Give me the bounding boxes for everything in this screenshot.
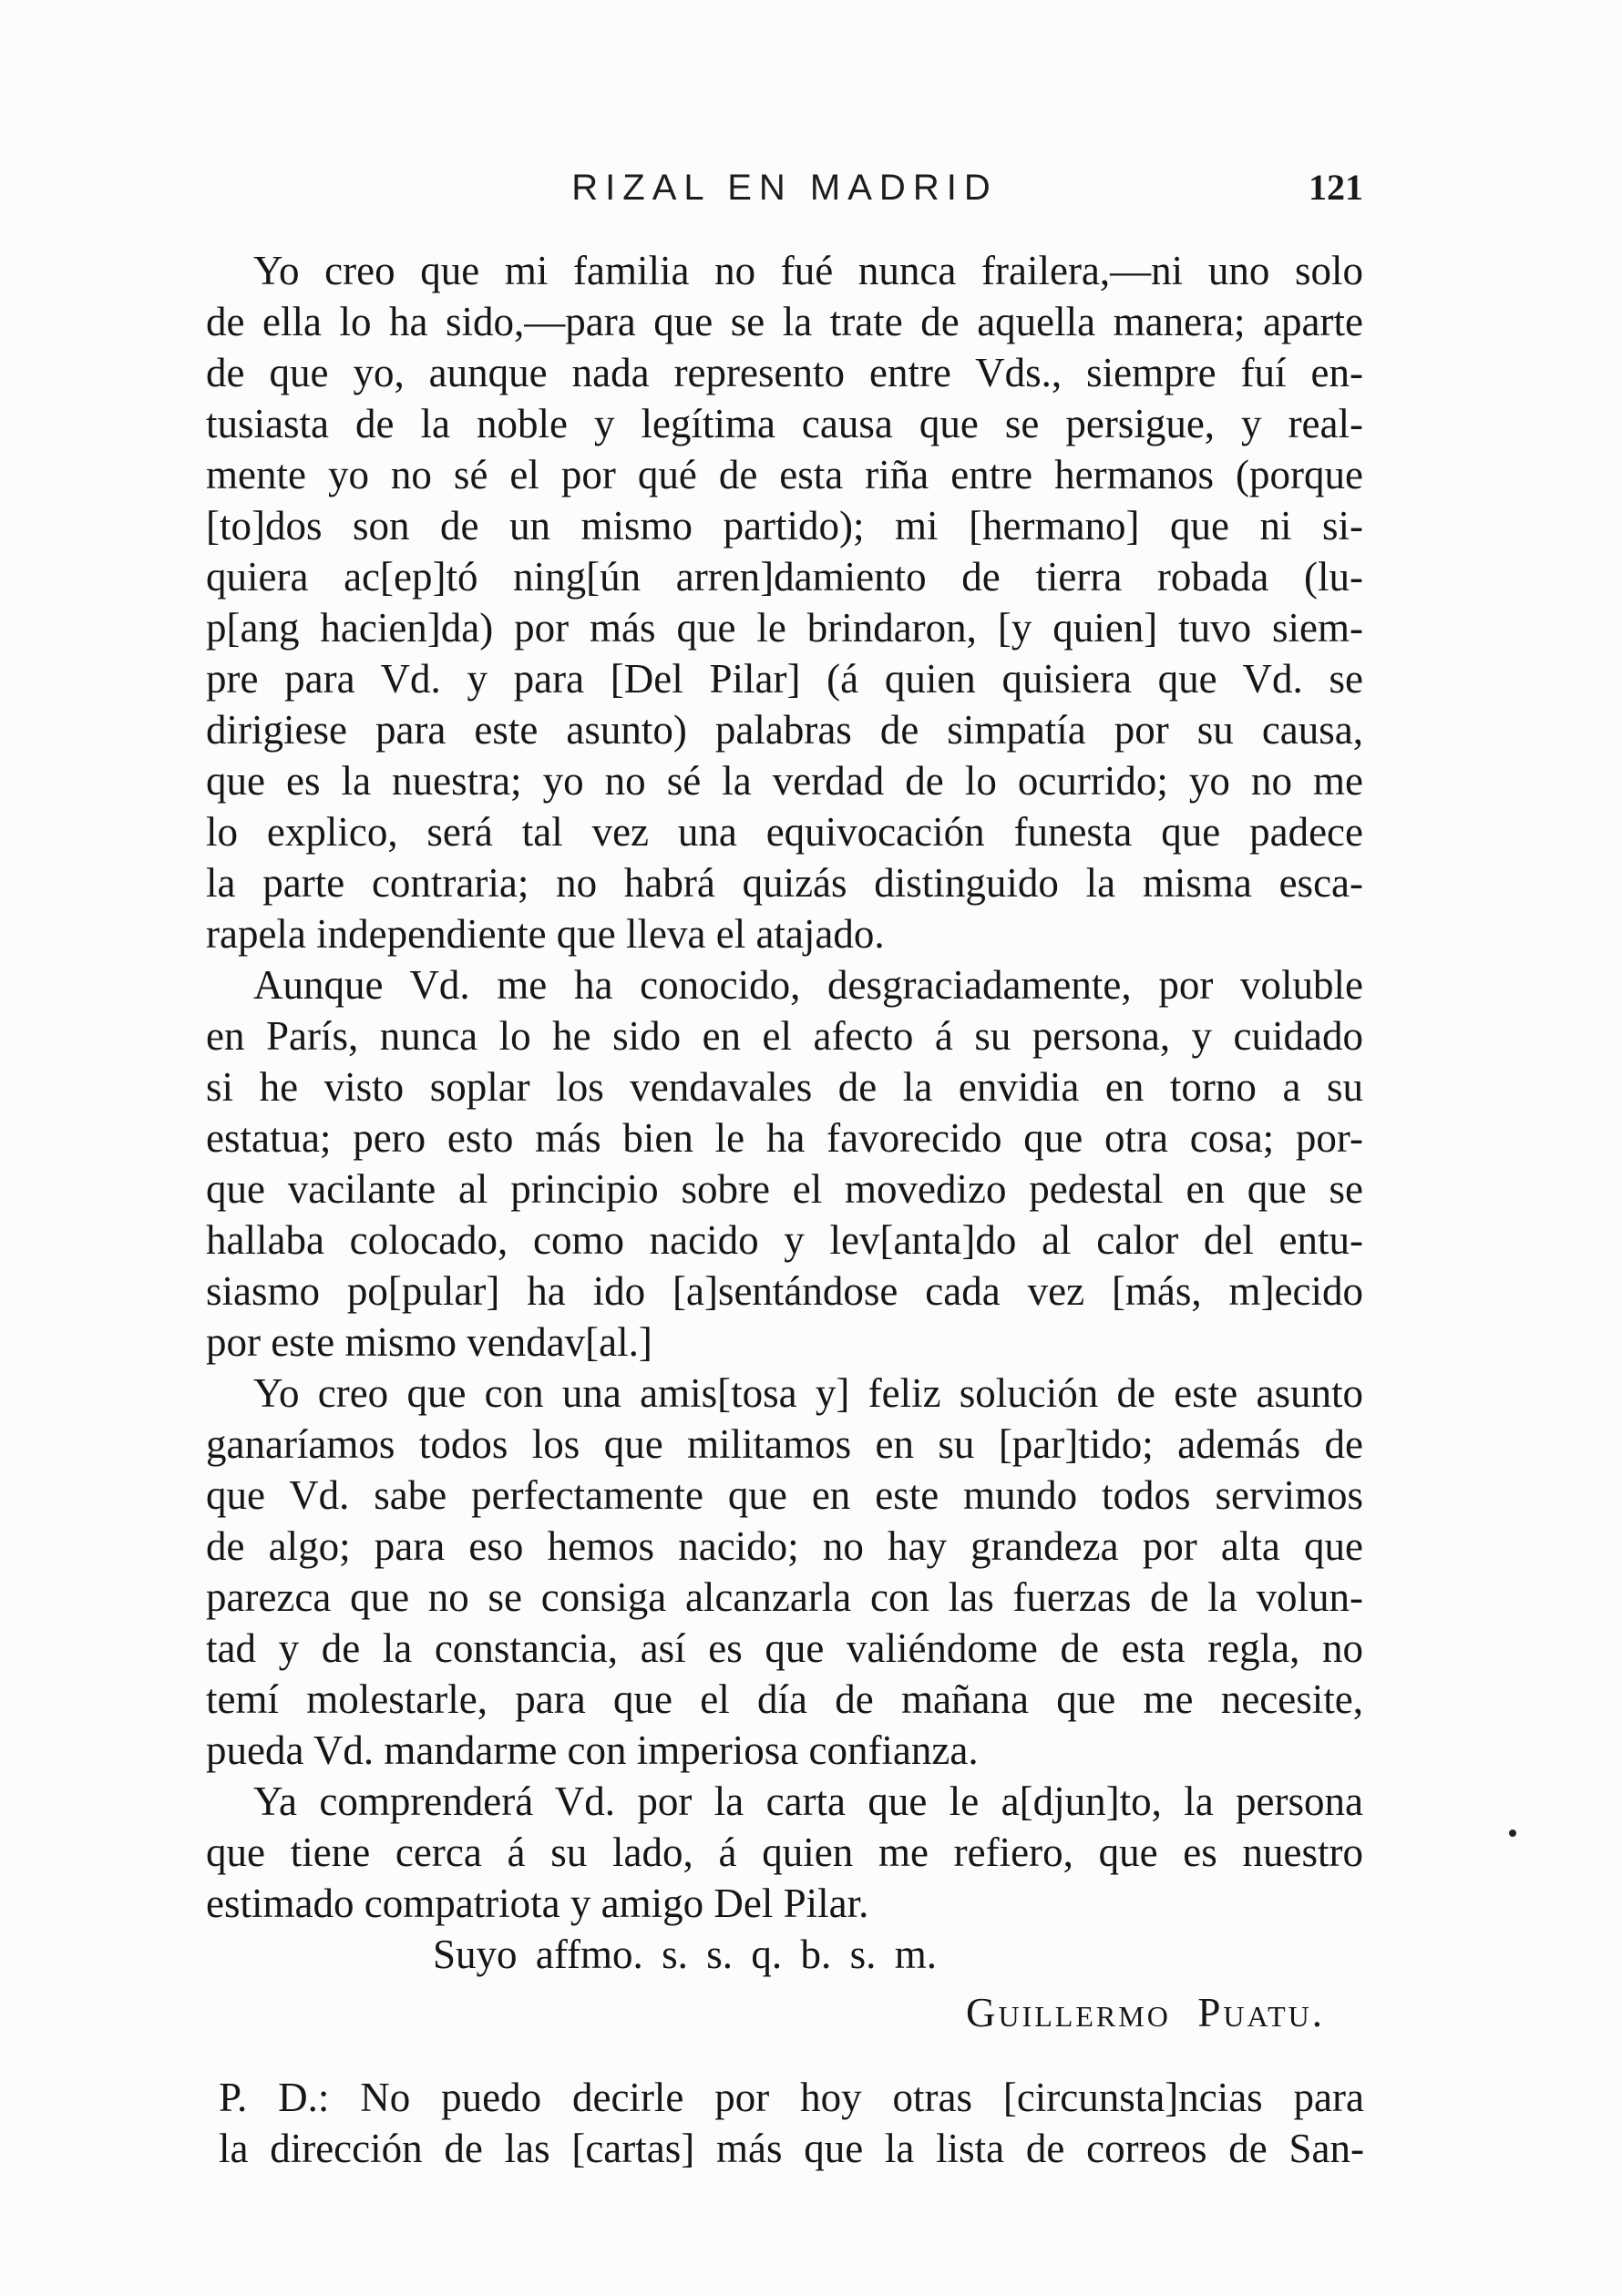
letter-paragraph	[206, 1368, 1363, 1776]
text-line: que Vd. sabe perfectamente que en este mundo todos servimos	[206, 1472, 1363, 1518]
text-line: dirigiese para este asunto) palabras de simpatía por su causa,	[206, 707, 1363, 753]
text-line: que es la nuestra; yo no sé la verdad de lo ocurrido; yo no me	[206, 758, 1363, 804]
text-line: que vacilante al principio sobre el movedizo pedestal en que se	[206, 1166, 1363, 1212]
letter-body	[206, 245, 1363, 2038]
text-line: [to]dos son de un mismo partido); mi [hermano] que ni si-	[206, 503, 1363, 548]
text-line: si he visto soplar los vendavales de la envidia en torno a su	[206, 1064, 1363, 1110]
text-line: de algo; para eso hemos nacido; no hay grandeza por alta que	[206, 1523, 1363, 1569]
text-line: p[ang hacien]da) por más que le brindaron, [y quien] tuvo siem-	[206, 605, 1363, 651]
text-line: tusiasta de la noble y legítima causa que se persigue, y real-	[206, 401, 1363, 446]
text-line: Aunque Vd. me ha conocido, desgraciadamente, por voluble	[253, 962, 1363, 1008]
text-line: en París, nunca lo he sido en el afecto á su persona, y cuidado	[206, 1013, 1363, 1059]
text-line: pueda Vd. mandarme con imperiosa confianza.	[206, 1727, 979, 1773]
letter-paragraph	[206, 245, 1363, 959]
text-line: estatua; pero esto más bien le ha favorecido que otra cosa; por-	[206, 1115, 1363, 1161]
text-line: estimado compatriota y amigo Del Pilar.	[206, 1881, 869, 1926]
running-title: RIZAL EN MADRID	[571, 168, 998, 208]
text-line: la parte contraria; no habrá quizás distinguido la misma esca-	[206, 860, 1363, 906]
text-line: Yo creo que mi familia no fué nunca frailera,—ni uno solo	[253, 248, 1363, 293]
text-line: P. D.: No puedo decirle por hoy otras [circunsta]ncias para	[219, 2075, 1364, 2120]
text-line: de que yo, aunque nada represento entre Vds., siempre fuí en-	[206, 350, 1363, 395]
text-line: parezca que no se consiga alcanzarla con las fuerzas de la volun-	[206, 1574, 1363, 1620]
letter-paragraph	[206, 959, 1363, 1368]
postscript	[219, 2072, 1364, 2174]
text-line: por este mismo vendav[al.]	[206, 1319, 652, 1365]
running-head	[206, 162, 1363, 213]
text-line: lo explico, será tal vez una equivocación funesta que padece	[206, 809, 1363, 855]
text-line: pre para Vd. y para [Del Pilar] (á quien quisiera que Vd. se	[206, 656, 1363, 702]
text-line: ganaríamos todos los que militamos en su [par]tido; además de	[206, 1421, 1363, 1467]
page-number: 121	[1309, 167, 1363, 208]
ink-speck	[1509, 1830, 1516, 1837]
text-line: la dirección de las [cartas] más que la lista de correos de San-	[219, 2126, 1364, 2171]
closing-formula: Suyo affmo. s. s. q. b. s. m.	[433, 1932, 937, 1977]
text-line: Yo creo que con una amis[tosa y] feliz solución de este asunto	[253, 1370, 1363, 1416]
signature: Guillermo Puatu.	[966, 1990, 1325, 2035]
text-line: Ya comprenderá Vd. por la carta que le a[djun]to, la persona	[253, 1778, 1363, 1824]
text-line: tad y de la constancia, así es que valiéndome de esta regla, no	[206, 1625, 1363, 1671]
text-line: de ella lo ha sido,—para que se la trate de aquella manera; aparte	[206, 299, 1363, 344]
text-line: mente yo no sé el por qué de esta riña entre hermanos (porque	[206, 452, 1363, 497]
text-line: quiera ac[ep]tó ning[ún arren]damiento de tierra robada (lu-	[206, 554, 1363, 600]
text-line: que tiene cerca á su lado, á quien me refiero, que es nuestro	[206, 1830, 1363, 1875]
text-line: hallaba colocado, como nacido y lev[anta]do al calor del entu-	[206, 1217, 1363, 1263]
text-line: temí molestarle, para que el día de mañana que me necesite,	[206, 1676, 1363, 1722]
text-line: siasmo po[pular] ha ido [a]sentándose cada vez [más, m]ecido	[206, 1268, 1363, 1314]
letter-paragraph	[206, 1776, 1363, 1929]
text-line: rapela independiente que lleva el atajado.	[206, 911, 885, 957]
